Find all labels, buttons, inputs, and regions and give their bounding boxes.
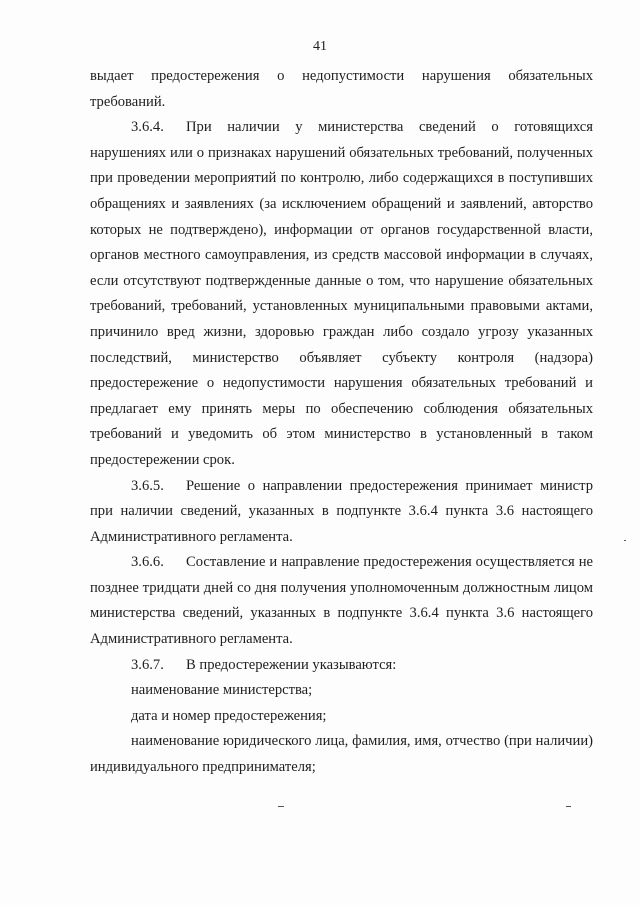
paragraph-text: Решение о направлении предостережения принимает министр при наличии сведений, указанных в подпункте 3.6.4 пункта 3.6 настоящего Административного регламента. — [90, 477, 593, 545]
scan-speck — [624, 540, 626, 541]
paragraph-number: 3.6.6. — [131, 554, 164, 571]
document-body — [90, 64, 593, 781]
paragraph-3-6-4 — [90, 115, 593, 473]
paragraph-text: наименование юридического лица, фамилия, имя, отчество (при наличии) индивидуального предпринимателя; — [90, 733, 593, 776]
paragraph-3-6-6 — [90, 550, 593, 652]
paragraph-text: дата и номер предостережения; — [131, 707, 327, 724]
paragraph-number: 3.6.7. — [131, 656, 164, 673]
paragraph-text: Составление и направление предостережения осуществляется не позднее тридцати дней со дня получения уполномоченным должностным лицом министерства сведений, указанных в подпункте 3.6.4 пункта 3.6 настоящего Административного регламента. — [90, 554, 593, 648]
list-item-ministry-name — [90, 678, 593, 704]
paragraph-3-6-7 — [90, 653, 593, 679]
paragraph-number: 3.6.4. — [131, 119, 164, 136]
paragraph-3-6-5 — [90, 474, 593, 551]
paragraph-text: При наличии у министерства сведений о готовящихся нарушениях или о признаках нарушений обязательных требований, полученных при проведении мероприятий по контролю, либо содержащихся в поступивших обращениях и заявлениях (за исключением обращений и заявлений, авторство которых не подтверждено), информации от органов государственной власти, органов местного самоуправления, из средств массовой информации в случаях, если отсутствуют подтвержденные данные о том, что нарушение обязательных требований, требований, установленных муниципальными правовыми актами, причинило вред жизни, здоровью граждан либо создало угрозу указанных последствий, министерство объявляет субъекту контроля (надзора) предостережение о недопустимости нарушения обязательных требований и предлагает ему принять меры по обеспечению соблюдения обязательных требований и уведомить об этом министерство в установленный в таком предостережении срок. — [90, 119, 593, 468]
paragraph-number: 3.6.5. — [131, 477, 164, 494]
list-item-entity-name — [90, 729, 593, 780]
scan-speck — [566, 806, 571, 807]
paragraph-text: наименование министерства; — [131, 682, 313, 699]
paragraph-continuation — [90, 64, 593, 115]
paragraph-text: В предостережении указываются: — [186, 656, 397, 673]
page-number: 41 — [313, 39, 327, 54]
scan-speck — [278, 806, 284, 807]
list-item-date-number — [90, 704, 593, 730]
paragraph-text: выдает предостережения о недопустимости нарушения обязательных требований. — [90, 68, 593, 110]
